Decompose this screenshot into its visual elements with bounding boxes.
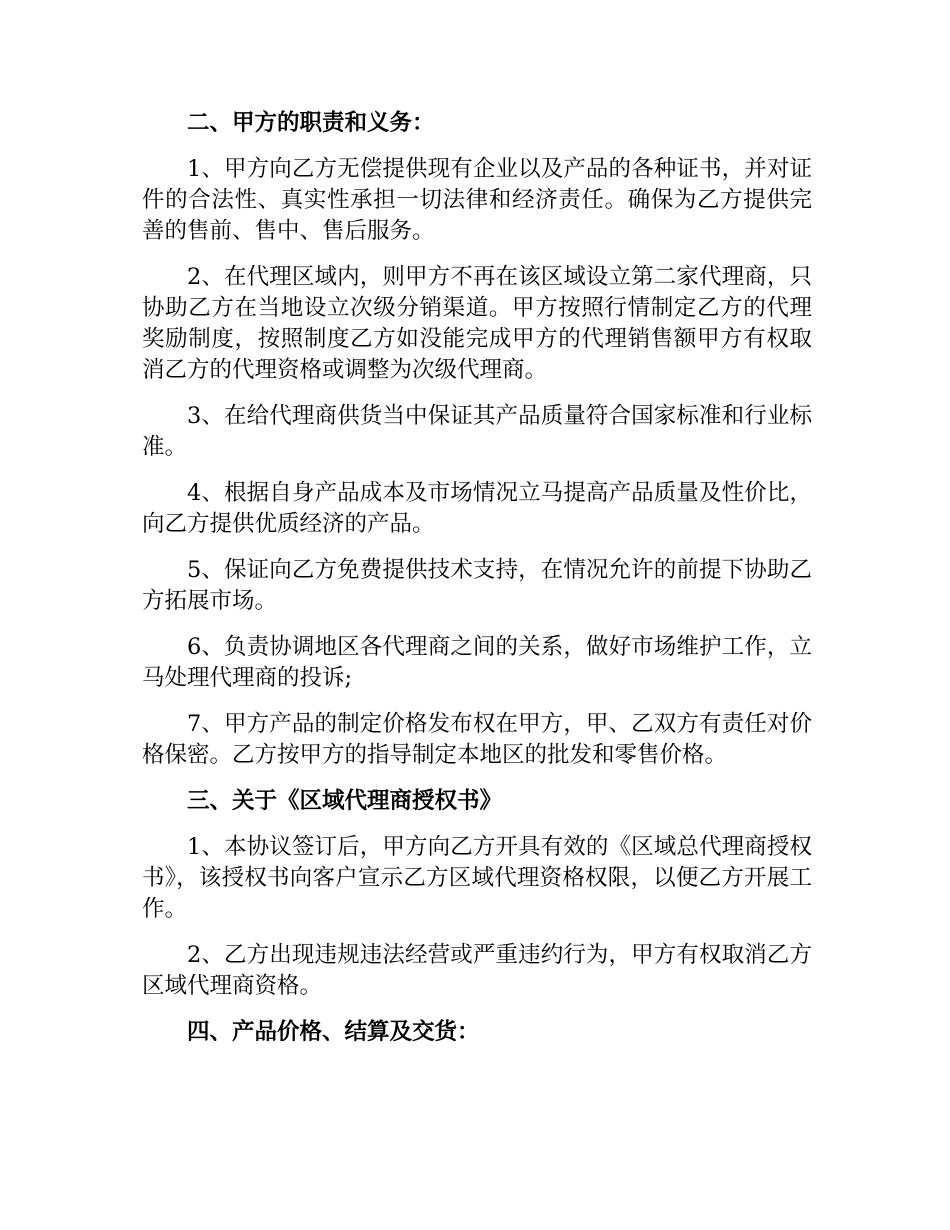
section-authorization (142, 786, 812, 1002)
section-duties (142, 108, 812, 771)
paragraph: 1、甲方向乙方无偿提供现有企业以及产品的各种证书，并对证件的合法性、真实性承担一切法律和经济责任。确保为乙方提供完善的售前、售中、售后服务。 (142, 156, 812, 244)
document-page (142, 108, 812, 1063)
section-heading: 二、甲方的职责和义务： (187, 110, 435, 136)
paragraph: 1、本协议签订后，甲方向乙方开具有效的《区域总代理商授权书》，该授权书向客户宣示乙方区域代理资格权限，以便乙方开展工作。 (142, 834, 812, 922)
section-heading: 四、产品价格、结算及交货： (187, 1019, 480, 1045)
paragraph: 4、根据自身产品成本及市场情况立马提高产品质量及性价比，向乙方提供优质经济的产品。 (142, 480, 812, 537)
paragraph: 3、在给代理商供货当中保证其产品质量符合国家标准和行业标准。 (142, 403, 812, 460)
paragraph: 2、在代理区域内，则甲方不再在该区域设立第二家代理商，只协助乙方在当地设立次级分销渠道。甲方按照行情制定乙方的代理奖励制度，按照制度乙方如没能完成甲方的代理销售额甲方有权取消乙方的代理资格或调整为次级代理商。 (142, 264, 812, 383)
paragraph: 2、乙方出现违规违法经营或严重违约行为，甲方有权取消乙方区域代理商资格。 (142, 942, 812, 999)
section-heading: 三、关于《区域代理商授权书》 (187, 788, 503, 814)
paragraph: 6、负责协调地区各代理商之间的关系，做好市场维护工作，立马处理代理商的投诉; (142, 634, 812, 691)
paragraph: 5、保证向乙方免费提供技术支持，在情况允许的前提下协助乙方拓展市场。 (142, 557, 812, 614)
paragraph: 7、甲方产品的制定价格发布权在甲方，甲、乙双方有责任对价格保密。乙方按甲方的指导制定本地区的批发和零售价格。 (142, 711, 812, 768)
section-pricing (142, 1017, 812, 1048)
